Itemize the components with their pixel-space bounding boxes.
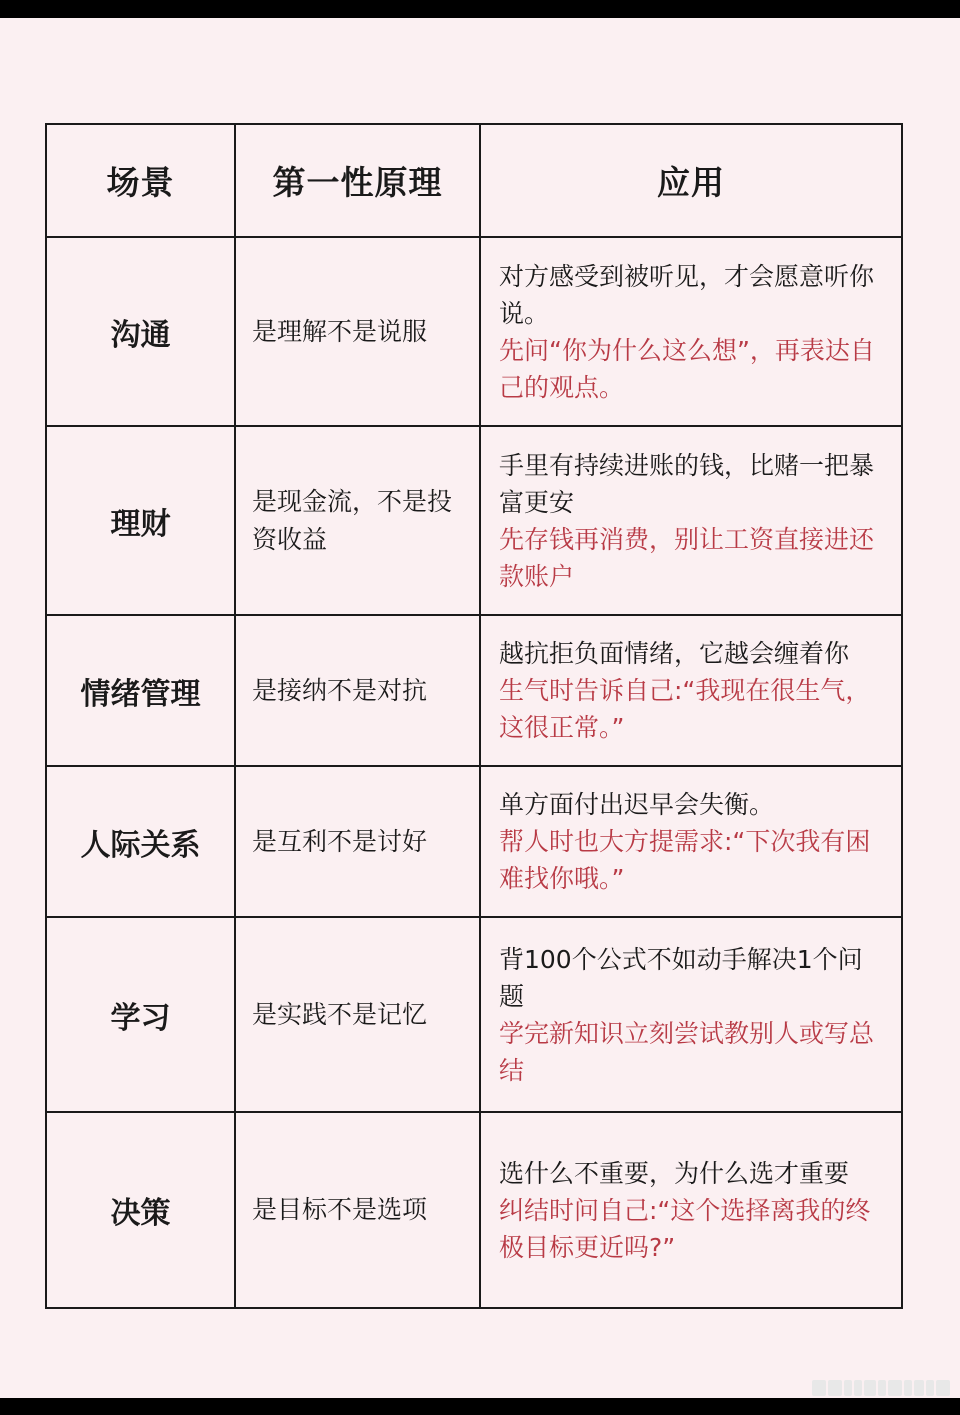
application-cell [480,917,902,1112]
application-tip: 先问“你为什么这么想”，再表达自己的观点。 [499,335,875,402]
principle-cell: 是互利不是讨好 [235,766,480,917]
application-text: 手里有持续进账的钱，比赌一把暴富更安 [499,450,875,517]
application-tip: 生气时告诉自己:“我现在很生气，这很正常。” [499,676,871,742]
application-text: 背100个公式不如动手解决1个问题 [499,944,863,1011]
application-cell [480,615,902,766]
application-text: 越抗拒负面情绪，它越会缠着你 [499,639,850,668]
table-row [46,615,902,766]
table-row [46,426,902,615]
application-text: 选什么不重要，为什么选才重要 [499,1158,850,1188]
application-text: 对方感受到被听见，才会愿意听你说。 [499,261,875,328]
principle-cell: 是接纳不是对抗 [235,615,480,766]
page-indicator [812,1380,950,1396]
principle-cell: 是实践不是记忆 [235,917,480,1112]
application-tip: 先存钱再消费，别让工资直接进还款账户 [499,524,875,591]
header-scene: 场景 [46,124,235,237]
scene-cell: 学习 [46,917,235,1112]
scene-cell: 情绪管理 [46,615,235,766]
table-row [46,237,902,426]
principles-table [45,123,903,1309]
application-text: 单方面付出迟早会失衡。 [499,790,775,819]
scene-cell: 决策 [46,1112,235,1308]
principle-cell: 是目标不是选项 [235,1112,480,1308]
content-page [0,18,960,1398]
principle-cell: 是理解不是说服 [235,237,480,426]
header-principle: 第一性原理 [235,124,480,237]
scene-cell: 理财 [46,426,235,615]
application-cell [480,237,902,426]
table-row [46,917,902,1112]
header-application: 应用 [480,124,902,237]
principle-cell: 是现金流，不是投资收益 [235,426,480,615]
table-row [46,766,902,917]
scene-cell: 沟通 [46,237,235,426]
application-tip: 帮人时也大方提需求:“下次我有困难找你哦。” [499,827,871,893]
scene-cell: 人际关系 [46,766,235,917]
application-cell [480,766,902,917]
application-cell [480,426,902,615]
application-tip: 学完新知识立刻尝试教别人或写总结 [499,1018,875,1085]
table-header-row [46,124,902,237]
application-cell [480,1112,902,1308]
table-row [46,1112,902,1308]
application-tip: 纠结时问自己:“这个选择离我的终极目标更近吗?” [499,1195,871,1262]
bottom-bar [0,1398,960,1415]
